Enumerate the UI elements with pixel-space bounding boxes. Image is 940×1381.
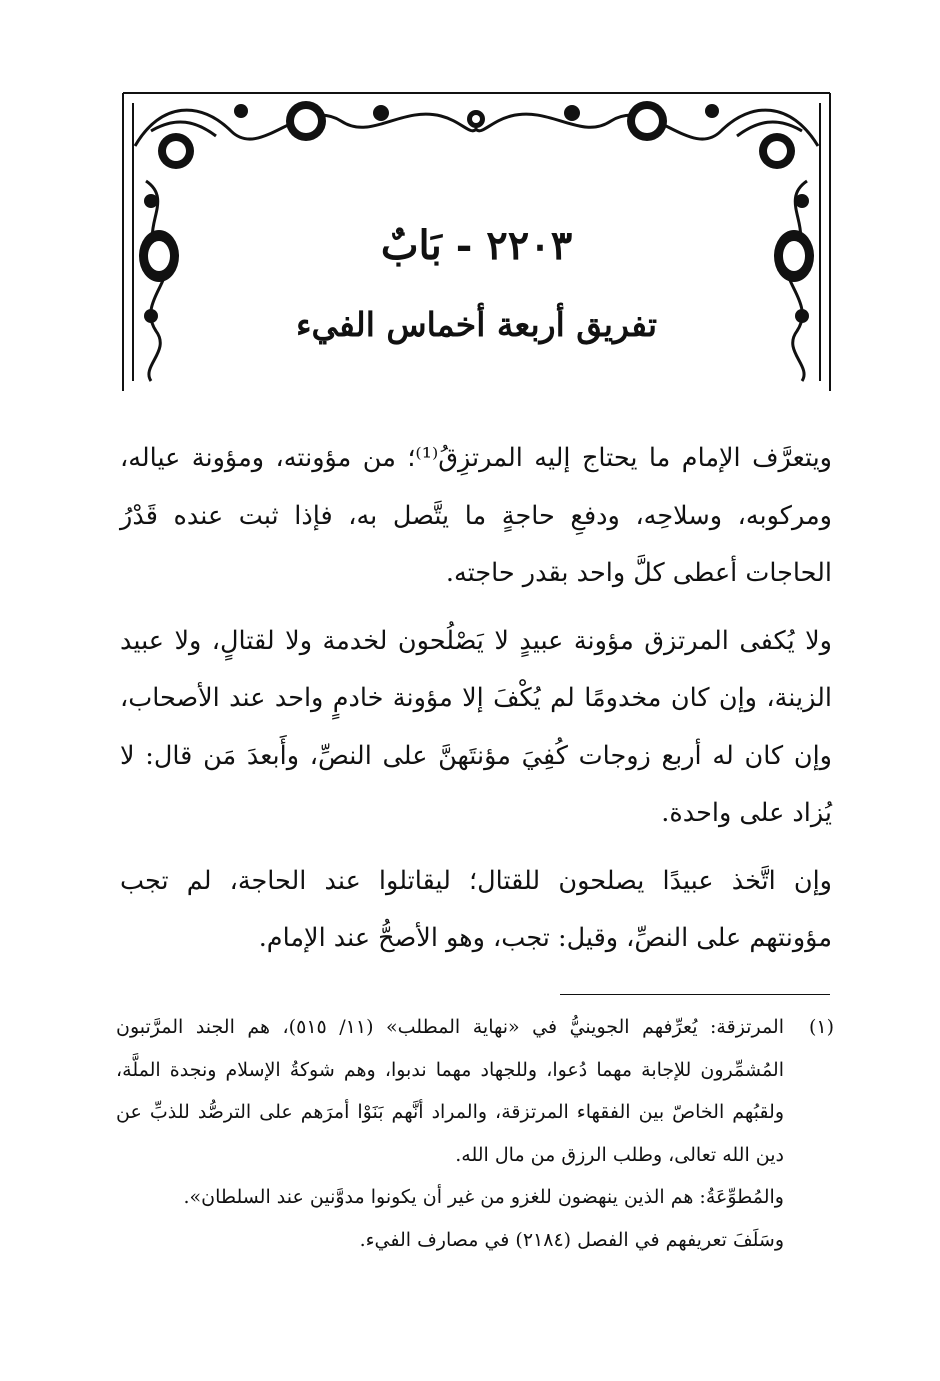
- footnote-1: [116, 1006, 834, 1176]
- footnote-text: المرتزقة: يُعرِّفهم الجوينيُّ في «نهاية المطلب» (١١/ ٥١٥)، هم الجند المرَّتبون المُشمِّرون للإجابة مهما دُعوا، وللجهاد مهما ندبوا، وهم شوكةُ الإسلام ونجدة الملَّة، ولقبُهم الخاصّ بين الفقهاء المرتزقة، والمراد أنَّهم بَنَوْا أمرَهم على الترصُّد للذبِّ عن دين الله تعالى، وطلب الرزق من مال الله.: [116, 1016, 784, 1166]
- chapter-number-heading: ٢٢٠٣ - بَابٌ: [380, 222, 573, 269]
- paragraph: ويتعرَّف الإمام ما يحتاج إليه المرتزِقُ⁽¹⁾؛ من مؤونته، ومؤونة عياله، ومركوبه، وسلاحِه، ودفعِ حاجةٍ ما يتَّصل به، فإذا ثبت عنده قَدْرُ الحاجات أعطى كلَّ واحد بقدر حاجته.: [120, 443, 832, 588]
- footnote-number: (١): [808, 1016, 834, 1038]
- main-text: [120, 430, 832, 968]
- paragraph: ولا يُكفى المرتزق مؤونة عبيدٍ لا يَصْلُحون لخدمة ولا لقتالٍ، ولا عبيد الزينة، وإن كان مخدومًا لم يُكْفَ إلا مؤونة خادمٍ واحد عند الأصحاب، وإن كان له أربع زوجات كُفِيَ مؤنتَهنَّ على النصِّ، وأَبعدَ مَن قال: لا يُزاد على واحدة.: [120, 625, 832, 828]
- chapter-title: تفريق أربعة أخماس الفيء: [295, 305, 658, 344]
- footnote-text: والمُطوِّعَةُ: هم الذين ينهضون للغزو من غير أن يكونوا مدوَّنين عند السلطان».: [183, 1186, 784, 1208]
- footnote-separator: [560, 994, 830, 995]
- paragraph: وإن اتَّخذ عبيدًا يصلحون للقتال؛ ليقاتلوا عند الحاجة، لم تجب مؤونتهم على النصِّ، وقيل: تجب، وهو الأصحُّ عند الإمام.: [120, 865, 832, 953]
- footnote-text: وسَلَفَ تعريفهم في الفصل (٢١٨٤) في مصارف الفيء.: [359, 1228, 784, 1251]
- footnotes: [116, 1006, 834, 1261]
